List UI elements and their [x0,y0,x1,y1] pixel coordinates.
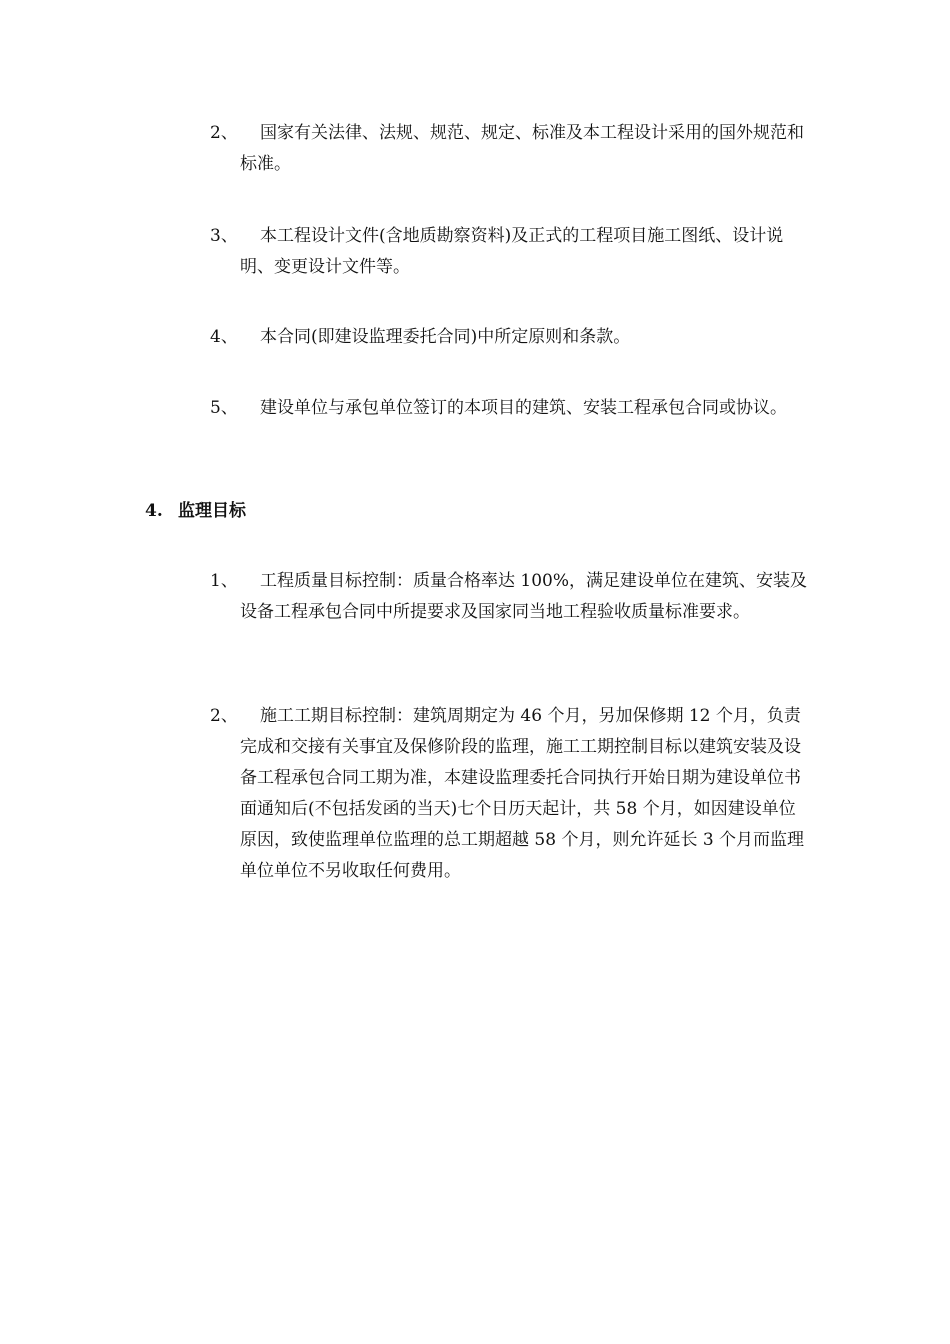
item-number: 2、 [210,706,238,726]
section-title: 监理目标 [178,501,246,521]
section-heading [145,496,246,526]
item-number: 2、 [210,123,238,143]
item-number: 1、 [210,571,238,591]
item-text: 施工工期目标控制：建筑周期定为 46 个月，另加保修期 12 个月，负责完成和交接有关事宜及保修阶段的监理，施工工期控制目标以建筑安装及设备工程承包合同工期为准，本建设监理委托合同执行开始日期为建设单位书面通知后(不包括发函的当天)七个日历天起计，共 58 个月，如因建设单位原因，致使监理单位监理的总工期超越 58 个月，则允许延长 3 个月而监理单位单位不另收取任何费用。 [240,706,805,881]
item-text: 建设单位与承包单位签订的本项目的建筑、安装工程承包合同或协议。 [260,398,787,418]
basis-item-5 [210,393,810,424]
basis-item-2 [210,118,810,180]
item-text: 工程质量目标控制：质量合格率达 100%，满足建设单位在建筑、安装及设备工程承包合同中所提要求及国家同当地工程验收质量标准要求。 [240,571,808,622]
goal-item-2 [210,701,810,887]
item-number: 3、 [210,226,238,246]
item-text: 国家有关法律、法规、规范、规定、标准及本工程设计采用的国外规范和标准。 [240,123,804,174]
basis-item-3 [210,221,810,283]
item-text: 本工程设计文件(含地质勘察资料)及正式的工程项目施工图纸、设计说明、变更设计文件等。 [240,226,784,277]
basis-item-4 [210,322,810,353]
item-text: 本合同(即建设监理委托合同)中所定原则和条款。 [260,327,631,347]
item-number: 4、 [210,327,238,347]
section-number: 4. [145,501,163,521]
item-number: 5、 [210,398,238,418]
goal-item-1 [210,566,810,628]
